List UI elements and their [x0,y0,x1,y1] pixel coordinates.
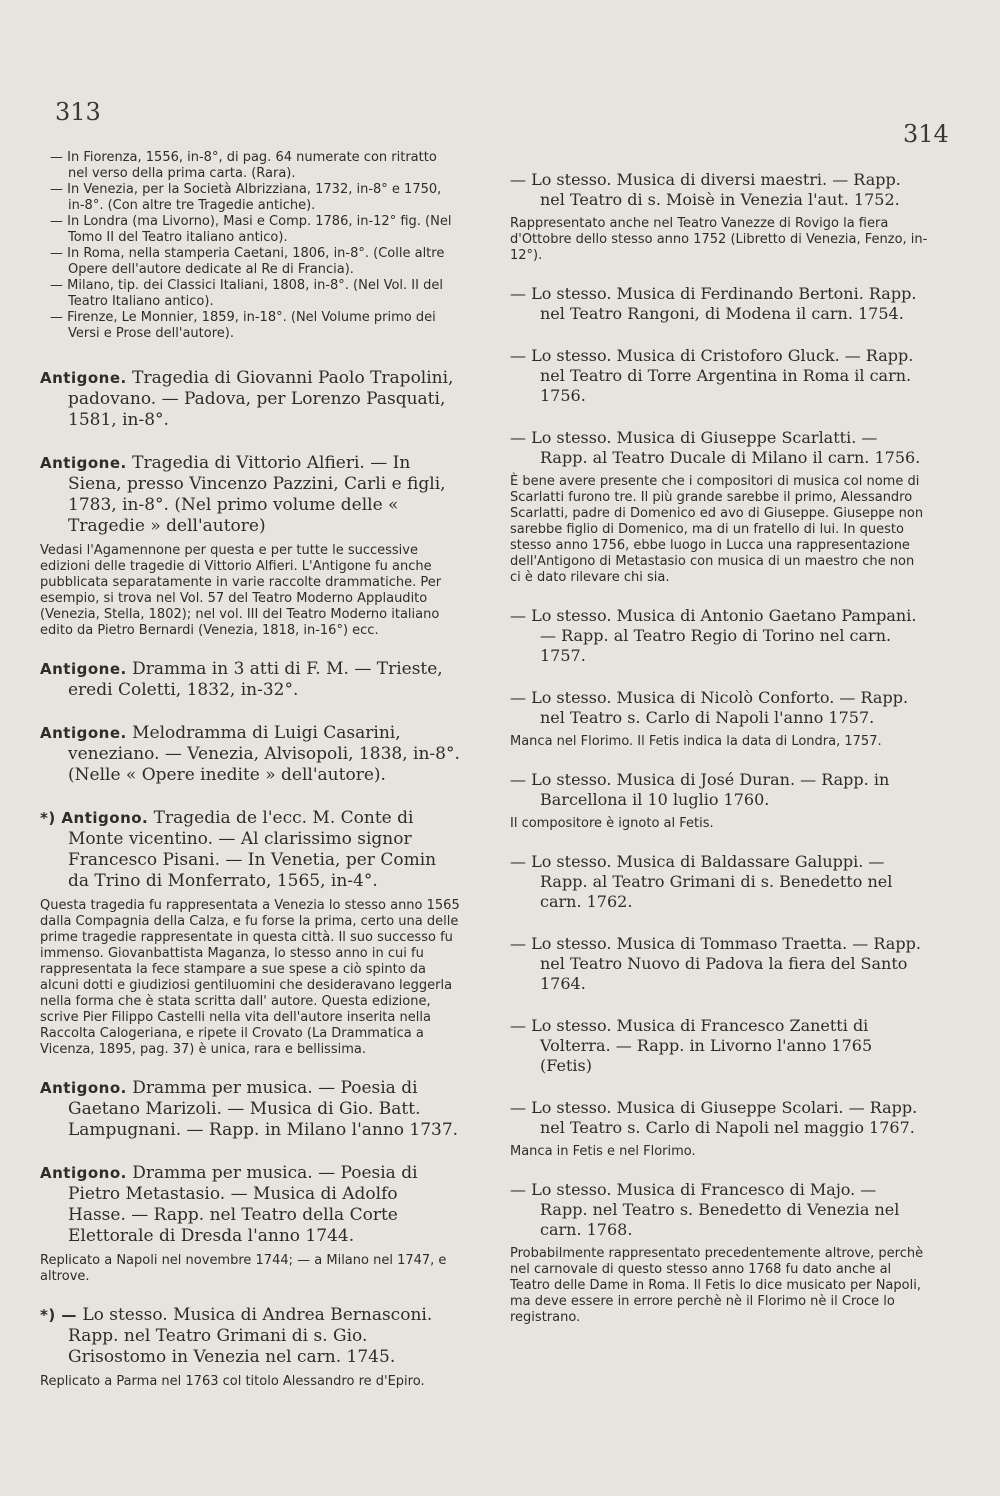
catalog-entry: — Lo stesso. Musica di Giuseppe Scolari. — Rapp. nel Teatro s. Carlo di Napoli nel maggio 1767. [510,1098,918,1137]
page-number-right: 314 [903,120,949,148]
catalog-entry: — Lo stesso. Musica di Nicolò Conforto. — Rapp. nel Teatro s. Carlo di Napoli l'anno 1757. [510,688,909,727]
catalog-entry [40,659,460,701]
catalog-entry [40,723,460,786]
entry-title: *) — [40,1306,77,1324]
edition-line: — In Roma, nella stamperia Caetani, 1806, in-8°. (Colle altre Opere dell'autore dedicate al Re di Francia). [50,246,445,277]
entry-note: È bene avere presente che i compositori di musica col nome di Scarlatti furono tre. Il più grande sarebbe il primo, Alessandro Scarlatti, padre di Domenico ed avo di Giuseppe. Giuseppe non sarebbe figlio di Domenico, ma di un fratello di lui. In questo stesso anno 1756, ebbe luogo in Lucca una rappresentazione dell'Antigono di Metastasio con musica di un maestro che non ci è dato rilevare chi sia. [510,474,924,585]
right-column [510,170,928,1346]
entry-title: *) Antigono. [40,809,149,827]
entry-note: Replicato a Parma nel 1763 col titolo Alessandro re d'Epiro. [40,1374,425,1389]
edition-line: — Firenze, Le Monnier, 1859, in-18°. (Nel Volume primo dei Versi e Prose dell'autore). [50,310,436,341]
catalog-entry: — Lo stesso. Musica di Francesco di Majo. — Rapp. nel Teatro s. Benedetto di Venezia nel carn. 1768. [510,1180,900,1239]
entry-note: Manca nel Florimo. Il Fetis indica la data di Londra, 1757. [510,734,882,749]
entry-text: Dramma per musica. — Poesia di Pietro Metastasio. — Musica di Adolfo Hasse. — Rapp. nel Teatro della Corte Elettorale di Dresda l'anno 1744. [68,1163,418,1246]
intro-edition-list [40,150,460,342]
catalog-entry [40,453,460,537]
page-number-left: 313 [55,98,101,126]
entry-note: Il compositore è ignoto al Fetis. [510,816,714,831]
catalog-entry [40,1305,460,1368]
catalog-entry: — Lo stesso. Musica di José Duran. — Rapp. in Barcellona il 10 luglio 1760. [510,770,890,809]
catalog-entry: — Lo stesso. Musica di diversi maestri. — Rapp. nel Teatro di s. Moisè in Venezia l'aut. 1752. [510,170,901,209]
entry-note: Vedasi l'Agamennone per questa e per tutte le successive edizioni delle tragedie di Vittorio Alfieri. L'Antigone fu anche pubblicata separatamente in varie raccolte drammatiche. Per esempio, si trova nel Vol. 57 del Teatro Moderno Applaudito (Venezia, Stella, 1802); nel vol. III del Teatro Moderno italiano edito da Pietro Bernardi (Venezia, 1818, in-16°) ecc. [40,543,442,638]
catalog-entry: — Lo stesso. Musica di Giuseppe Scarlatti. — Rapp. al Teatro Ducale di Milano il carn. 1756. [510,428,921,467]
left-column [40,150,460,1410]
catalog-entry [40,1163,460,1247]
edition-line: — In Venezia, per la Società Albrizziana, 1732, in-8° e 1750, in-8°. (Con altre tre Tragedie antiche). [50,182,442,213]
catalog-entry: — Lo stesso. Musica di Ferdinando Bertoni. Rapp. nel Teatro Rangoni, di Modena il carn. 1754. [510,284,917,323]
entry-text: Dramma per musica. — Poesia di Gaetano Marizoli. — Musica di Gio. Batt. Lampugnani. — Rapp. in Milano l'anno 1737. [68,1078,459,1140]
catalog-entry: — Lo stesso. Musica di Baldassare Galuppi. — Rapp. al Teatro Grimani di s. Benedetto nel carn. 1762. [510,852,893,911]
entry-note: Rappresentato anche nel Teatro Vanezze di Rovigo la fiera d'Ottobre dello stesso anno 1752 (Libretto di Venezia, Fenzo, in-12°). [510,216,928,263]
entry-note: Questa tragedia fu rappresentata a Venezia lo stesso anno 1565 dalla Compagnia della Calza, e fu forse la prima, certo una delle prime tragedie rappresentate in questa città. Il suo successo fu immenso. Giovanbattista Maganza, lo stesso anno in cui fu rappresentata la fece stampare a sue spese a ciò spinto da alcuni dotti e giudiziosi gentiluomini che desideravano leggerla nella forma che è stata scritta dall' autore. Questa edizione, scrive Pier Filippo Castelli nella vita dell'autore inserita nella Raccolta Calogeriana, e ripete il Crovato (La Drammatica a Vicenza, 1895, pag. 37) è unica, rara e bellissima. [40,898,460,1057]
entry-title: Antigono. [40,1164,127,1182]
entry-note: Probabilmente rappresentato precedentemente altrove, perchè nel carnovale di questo stesso anno 1768 fu dato anche al Teatro delle Dame in Roma. Il Fetis lo dice musicato per Napoli, ma deve essere in errore perchè nè il Florimo nè il Croce lo registrano. [510,1246,924,1325]
catalog-entry: — Lo stesso. Musica di Francesco Zanetti di Volterra. — Rapp. in Livorno l'anno 1765 (Fetis) [510,1016,873,1075]
edition-line: — In Fiorenza, 1556, in-8°, di pag. 64 numerate con ritratto nel verso della prima carta. (Rara). [50,150,437,181]
catalog-entry [40,368,460,431]
entry-title: Antigone. [40,369,127,387]
catalog-entry: — Lo stesso. Musica di Cristoforo Gluck. — Rapp. nel Teatro di Torre Argentina in Roma il carn. 1756. [510,346,914,405]
catalog-entry: — Lo stesso. Musica di Tommaso Traetta. — Rapp. nel Teatro Nuovo di Padova la fiera del Santo 1764. [510,934,921,993]
edition-line: — In Londra (ma Livorno), Masi e Comp. 1786, in-12° fig. (Nel Tomo II del Teatro italiano antico). [50,214,452,245]
entry-title: Antigone. [40,454,127,472]
catalog-entry [40,808,460,892]
entry-text: Lo stesso. Musica di Andrea Bernasconi. Rapp. nel Teatro Grimani di s. Gio. Grisostomo in Venezia nel carn. 1745. [68,1305,433,1367]
entry-title: Antigone. [40,724,127,742]
entry-text: Dramma in 3 atti di F. M. — Trieste, eredi Coletti, 1832, in-32°. [68,659,443,700]
entry-note: Manca in Fetis e nel Florimo. [510,1144,696,1159]
entry-note: Replicato a Napoli nel novembre 1744; — a Milano nel 1747, e altrove. [40,1253,447,1284]
catalog-entry: — Lo stesso. Musica di Antonio Gaetano Pampani. — Rapp. al Teatro Regio di Torino nel carn. 1757. [510,606,917,665]
entry-title: Antigono. [40,1079,127,1097]
entry-text: Tragedia de l'ecc. M. Conte di Monte vicentino. — Al clarissimo signor Francesco Pisani. — In Venetia, per Comin da Trino di Monferrato, 1565, in-4°. [68,808,437,891]
entry-title: Antigone. [40,660,127,678]
entry-text: Tragedia di Giovanni Paolo Trapolini, padovano. — Padova, per Lorenzo Pasquati, 1581, in-8°. [68,368,454,430]
entry-text: Melodramma di Luigi Casarini, veneziano. — Venezia, Alvisopoli, 1838, in-8°. (Nelle « Opere inedite » dell'autore). [68,723,460,785]
catalog-entry [40,1078,460,1141]
entry-text: Tragedia di Vittorio Alfieri. — In Siena, presso Vincenzo Pazzini, Carli e figli, 1783, in-8°. (Nel primo volume delle « Tragedie » dell'autore) [68,453,446,536]
edition-line: — Milano, tip. dei Classici Italiani, 1808, in-8°. (Nel Vol. II del Teatro Italiano antico). [50,278,443,309]
